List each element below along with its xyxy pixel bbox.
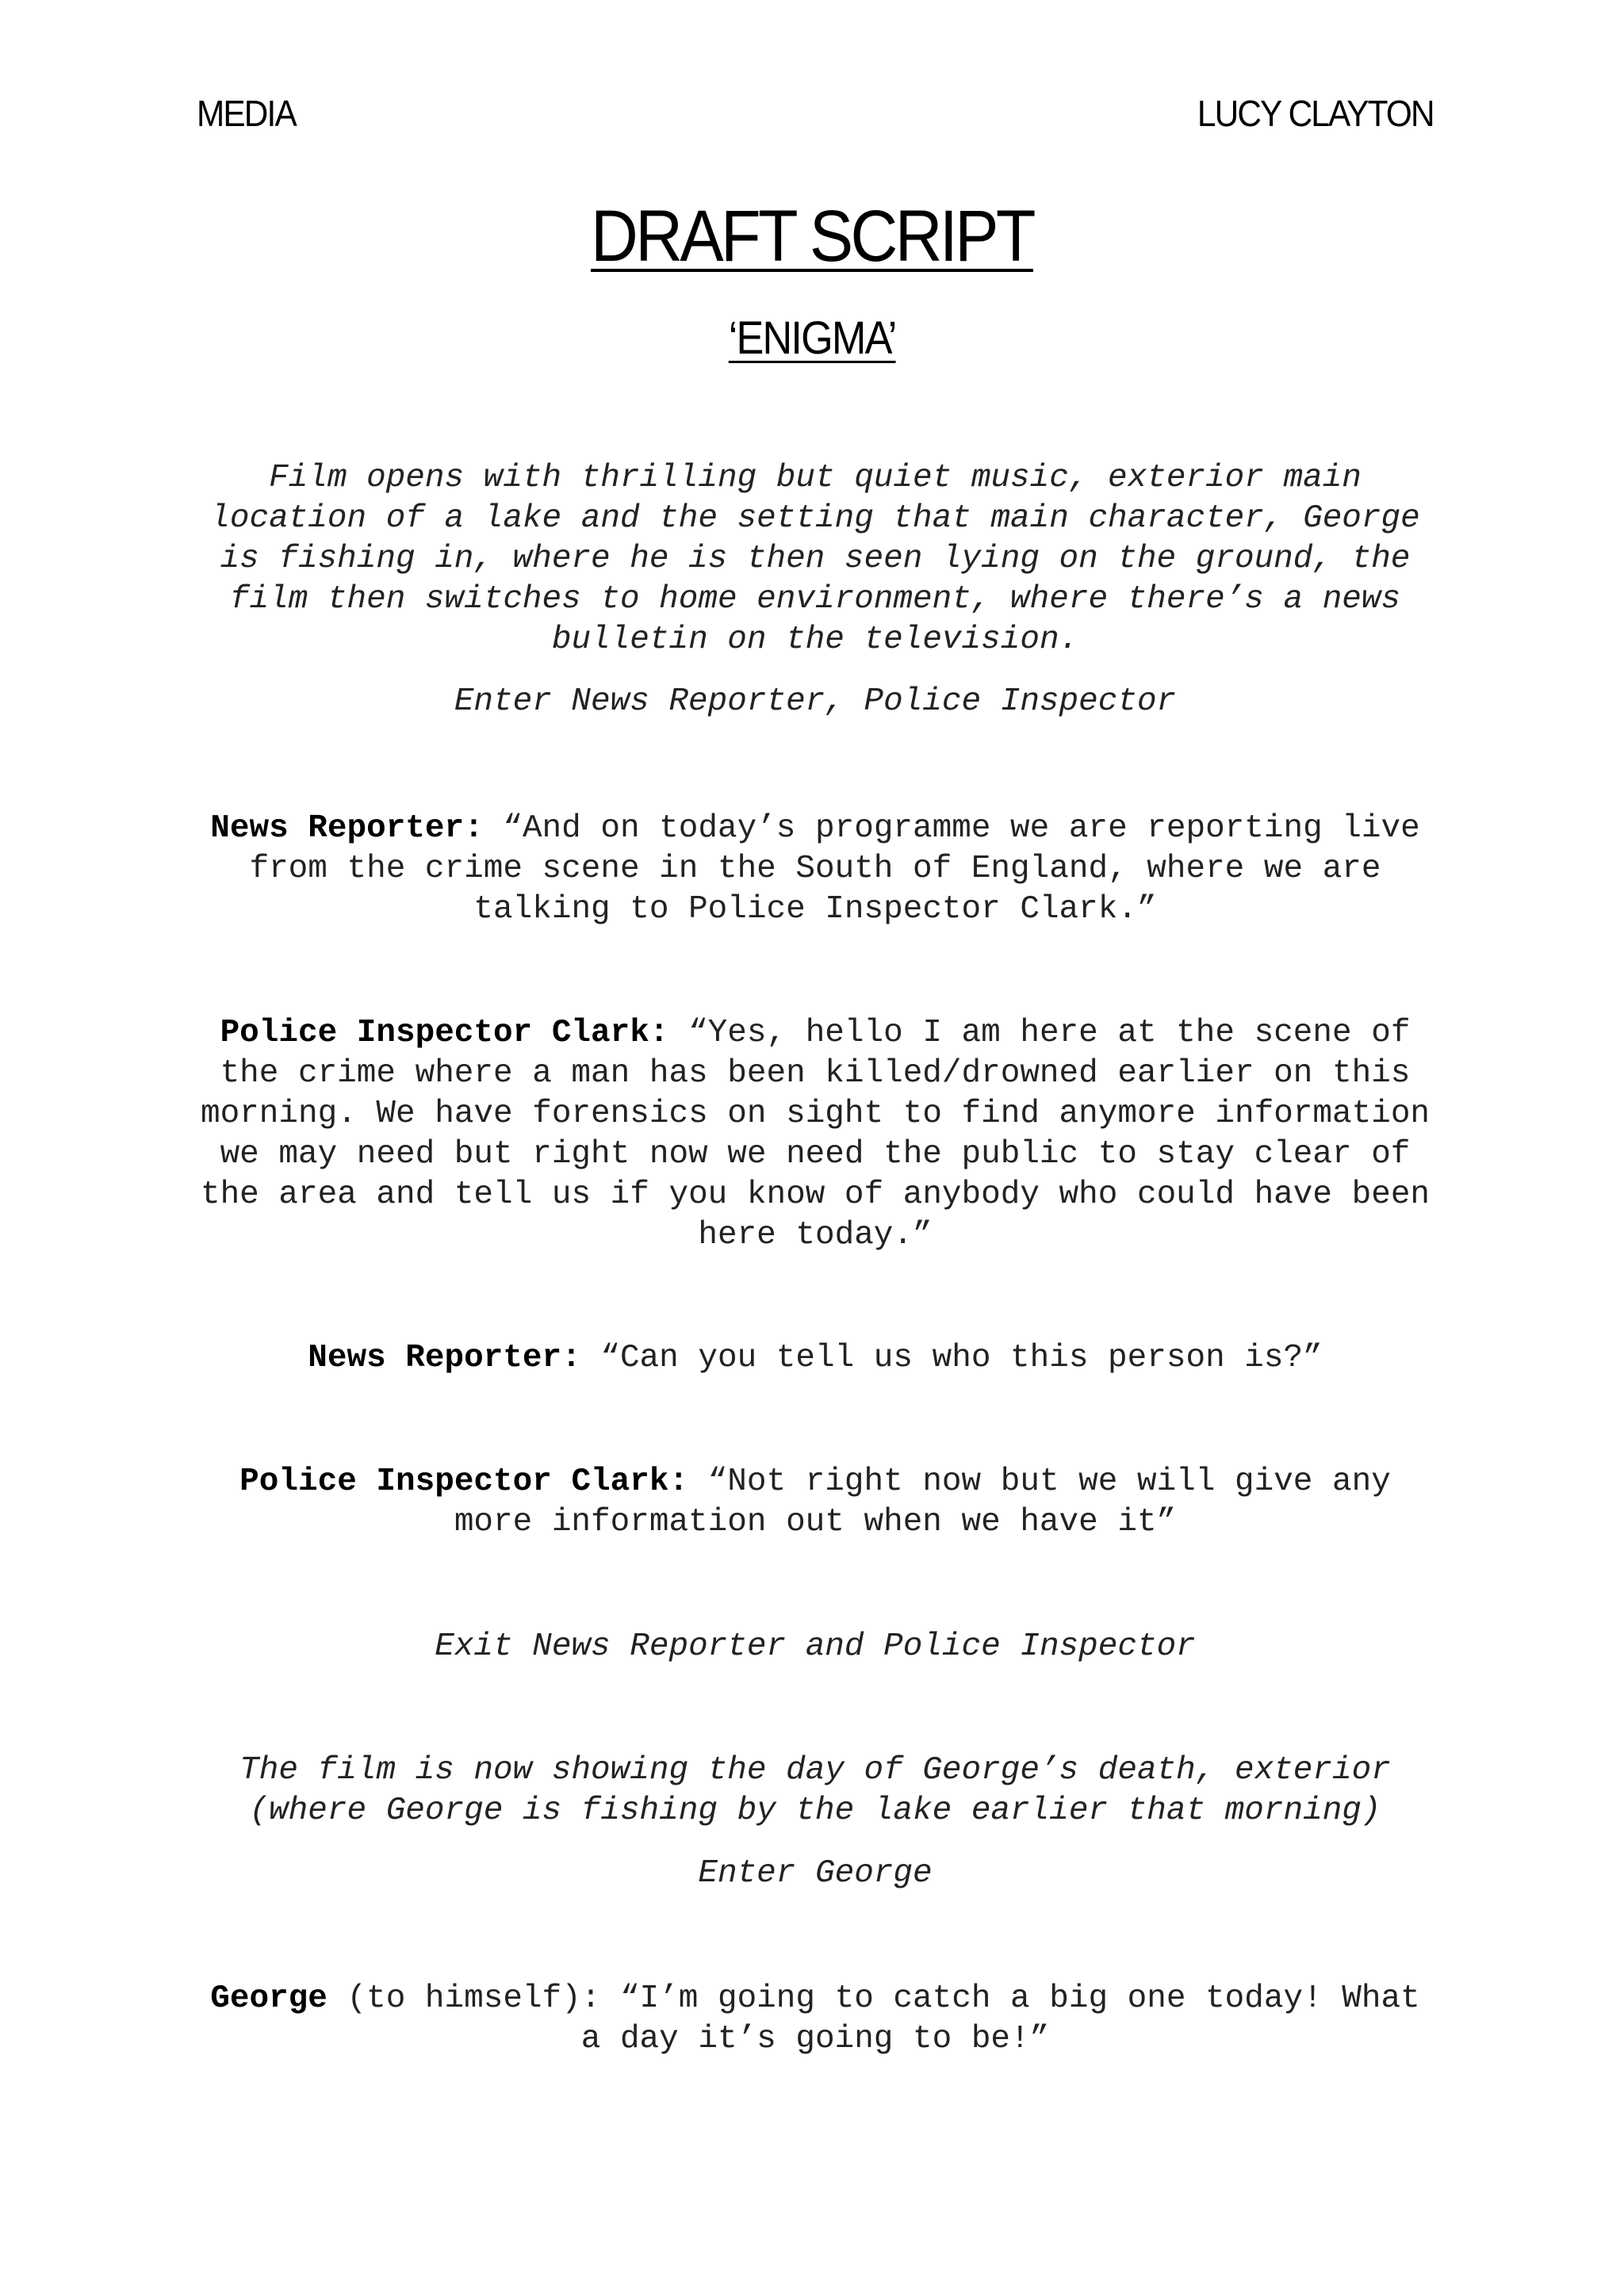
dialogue-paragraph: [197, 1338, 1434, 1379]
dialogue-text: “Not right now but we will give any more information out when we have it”: [454, 1464, 1391, 1540]
stage-direction-text: Enter George: [698, 1855, 933, 1892]
speaker-name: George: [210, 1980, 327, 2017]
speaker-name: News Reporter:: [210, 810, 484, 847]
stage-direction-text: Enter News Reporter, Police Inspector: [454, 683, 1177, 720]
dialogue-line: [197, 809, 1434, 930]
document-title-wrapper: [0, 196, 1624, 277]
header-author: LUCY CLAYTON: [1197, 93, 1434, 134]
speaker-name: Police Inspector Clark:: [239, 1464, 689, 1500]
dialogue-line: [197, 1462, 1434, 1543]
document-subtitle: ‘ENIGMA’: [728, 312, 896, 364]
speaker-name: Police Inspector Clark:: [220, 1015, 669, 1051]
exit-direction: [197, 1627, 1434, 1667]
document-subtitle-wrapper: [0, 312, 1624, 364]
stage-direction-text: Film opens with thrilling but quiet music, exterior main location of a lake and the setting that main character, George is fishing in, where he is then seen lying on the ground, the film then switches to home environment, where there’s a news bulletin on the television.: [210, 460, 1420, 658]
dialogue-line: [197, 1979, 1434, 2060]
header-subject: MEDIA: [197, 93, 296, 134]
dialogue-text: “And on today’s programme we are reporting live from the crime scene in the South of England, where we are talking to Police Inspector Clark.”: [249, 810, 1420, 928]
speaker-name: News Reporter:: [308, 1340, 581, 1376]
dialogue-text: (to himself): “I’m going to catch a big one today! What a day it’s going to be!”: [327, 1980, 1420, 2057]
scene-direction: [197, 1751, 1434, 1831]
stage-direction-text: The film is now showing the day of George’s death, exterior (where George is fishing by the lake earlier that morning): [239, 1752, 1391, 1829]
dialogue-paragraph: [197, 1462, 1434, 1543]
enter-direction: [197, 682, 1434, 722]
opening-stage-direction: [197, 458, 1434, 660]
dialogue-paragraph: [197, 1979, 1434, 2060]
dialogue-paragraph: [197, 809, 1434, 930]
stage-direction-text: Exit News Reporter and Police Inspector: [435, 1628, 1196, 1665]
dialogue-text: “Yes, hello I am here at the scene of the crime where a man has been killed/drowned earlier on this morning. We have forensics on sight to find anymore information we may need but right now we need the public to stay clear of the area and tell us if you know of anybody who could have been here today.”: [200, 1015, 1431, 1253]
dialogue-line: [197, 1338, 1434, 1379]
dialogue-paragraph: [197, 1013, 1434, 1256]
dialogue-text: “Can you tell us who this person is?”: [580, 1340, 1323, 1376]
document-title: DRAFT SCRIPT: [591, 196, 1033, 277]
dialogue-line: [197, 1013, 1434, 1256]
enter-direction: [197, 1854, 1434, 1894]
